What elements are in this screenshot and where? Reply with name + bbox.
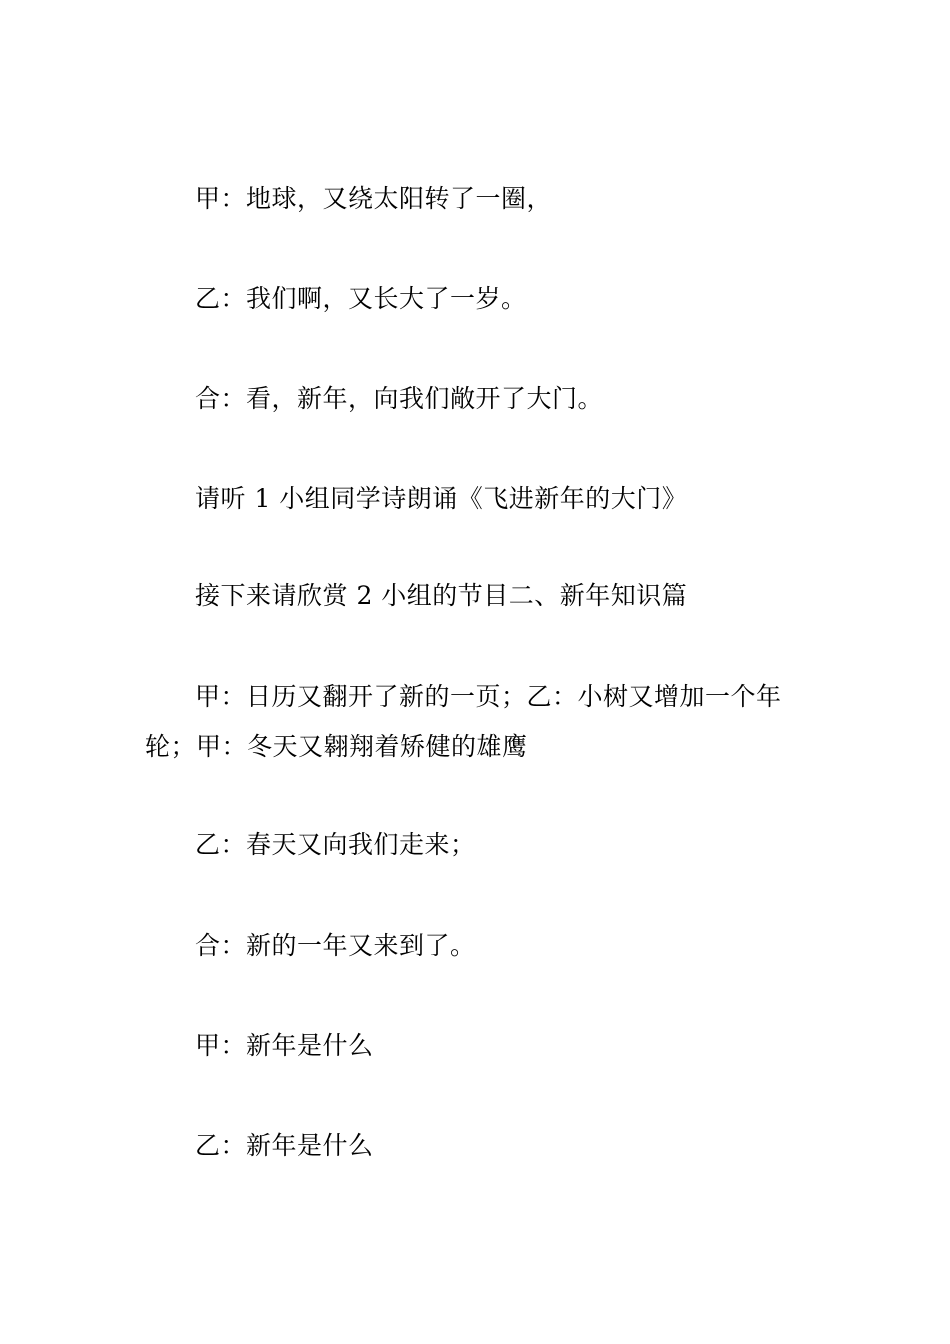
- paragraph-line: 合：新的一年又来到了。: [195, 931, 476, 960]
- paragraph-line: 乙：新年是什么: [195, 1131, 374, 1160]
- paragraph-line: 甲：新年是什么: [195, 1031, 374, 1060]
- paragraph-line: 甲：地球，又绕太阳转了一圈，: [195, 184, 553, 213]
- paragraph-line: 甲：日历又翻开了新的一页；乙：小树又增加一个年: [195, 682, 782, 711]
- paragraph-line-continuation: 轮；甲：冬天又翱翔着矫健的雄鹰: [145, 732, 528, 761]
- paragraph-line: 乙：春天又向我们走来；: [195, 830, 476, 859]
- paragraph-line: 接下来请欣赏 2 小组的节目二、新年知识篇: [195, 581, 688, 610]
- paragraph-line: 合：看，新年，向我们敞开了大门。: [195, 384, 604, 413]
- paragraph-line: 请听 1 小组同学诗朗诵《飞进新年的大门》: [195, 484, 688, 513]
- paragraph-line: 乙：我们啊，又长大了一岁。: [195, 284, 527, 313]
